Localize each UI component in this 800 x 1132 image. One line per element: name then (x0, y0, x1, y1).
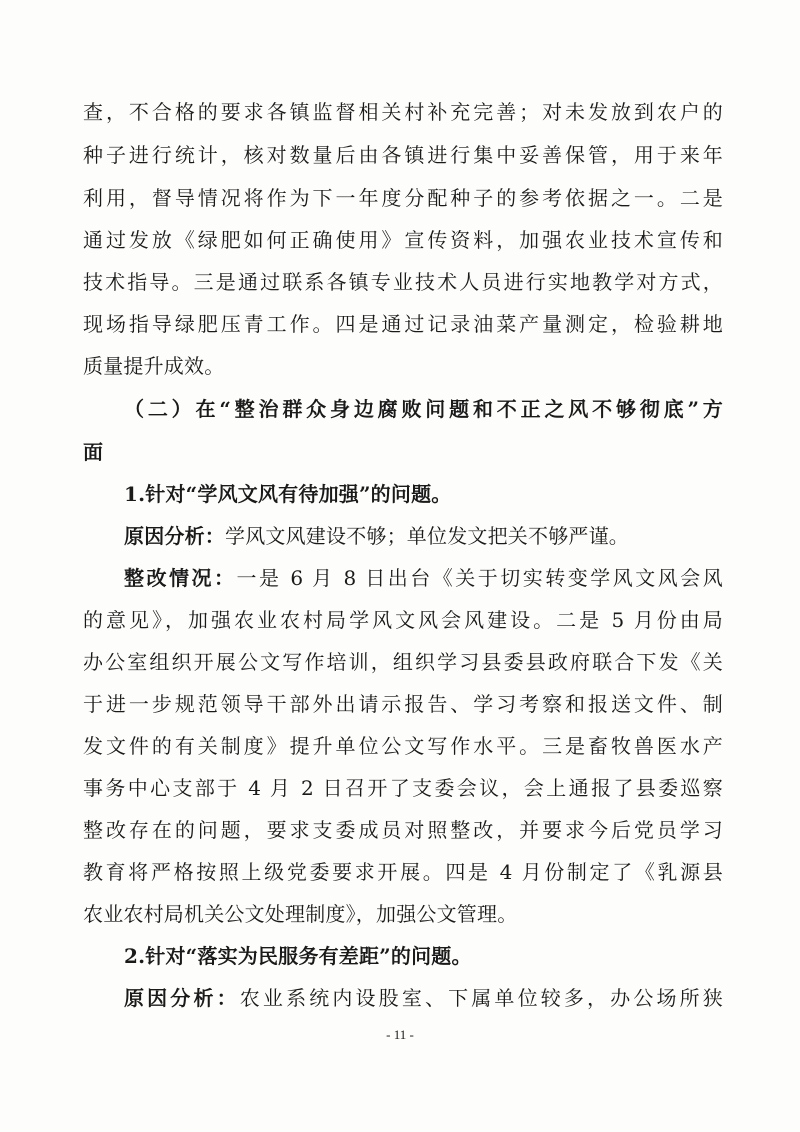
text-line: 通过发放《绿肥如何正确使用》宣传资料，加强农业技术宣传和 (83, 228, 723, 252)
text-line: 教育将严格按照上级党委要求开展。四是 4 月份制定了《乳源县 (83, 860, 723, 884)
text-line: 于进一步规范领导干部外出请示报告、学习考察和报送文件、制 (83, 692, 723, 716)
text-line: 现场指导绿肥压青工作。四是通过记录油菜产量测定，检验耕地 (83, 312, 723, 336)
section-heading-continued: 面 (83, 440, 104, 464)
text-line: 的意见》，加强农业农村局学风文风会风建设。二是 5 月份由局 (83, 608, 723, 632)
text-line: 事务中心支部于 4 月 2 日召开了支委会议，会上通报了县委巡察 (83, 776, 723, 800)
cause-label: 原因分析： (124, 986, 240, 1010)
text-line: 查，不合格的要求各镇监督相关村补充完善；对未发放到农户的 (83, 100, 723, 124)
rectification-text: 一是 6 月 8 日出台《关于切实转变学风文风会风 (236, 566, 723, 590)
rectification-line (124, 562, 723, 594)
cause-analysis (124, 982, 723, 1014)
text-line: 办公室组织开展公文写作培训，组织学习县委县政府联合下发《关 (83, 650, 723, 674)
cause-analysis (124, 520, 723, 552)
item-heading: 2.针对“落实为民服务有差距”的问题。 (124, 944, 472, 968)
cause-text: 学风文风建设不够；单位发文把关不够严谨。 (225, 524, 629, 548)
text-line: 利用，督导情况将作为下一年度分配种子的参考依据之一。二是 (83, 186, 723, 210)
text-line: 整改存在的问题，要求支委成员对照整改，并要求今后党员学习 (83, 818, 723, 842)
rectification-label: 整改情况： (124, 566, 237, 590)
text-line: 农业农村局机关公文处理制度》，加强公文管理。 (83, 902, 518, 926)
page-number: - 11 - (386, 1027, 414, 1042)
text-line: 技术指导。三是通过联系各镇专业技术人员进行实地教学对方式， (83, 270, 723, 294)
text-line: 种子进行统计，核对数量后由各镇进行集中妥善保管，用于来年 (83, 143, 723, 167)
text-line: 质量提升成效。 (83, 354, 225, 378)
text-line: 发文件的有关制度》提升单位公文写作水平。三是畜牧兽医水产 (83, 734, 723, 758)
section-heading: （二）在“整治群众身边腐败问题和不正之风不够彻底”方 (124, 397, 723, 421)
cause-label: 原因分析： (124, 524, 225, 548)
cause-text: 农业系统内设股室、下属单位较多，办公场所狭 (239, 986, 723, 1010)
item-heading: 1.针对“学风文风有待加强”的问题。 (124, 482, 452, 506)
